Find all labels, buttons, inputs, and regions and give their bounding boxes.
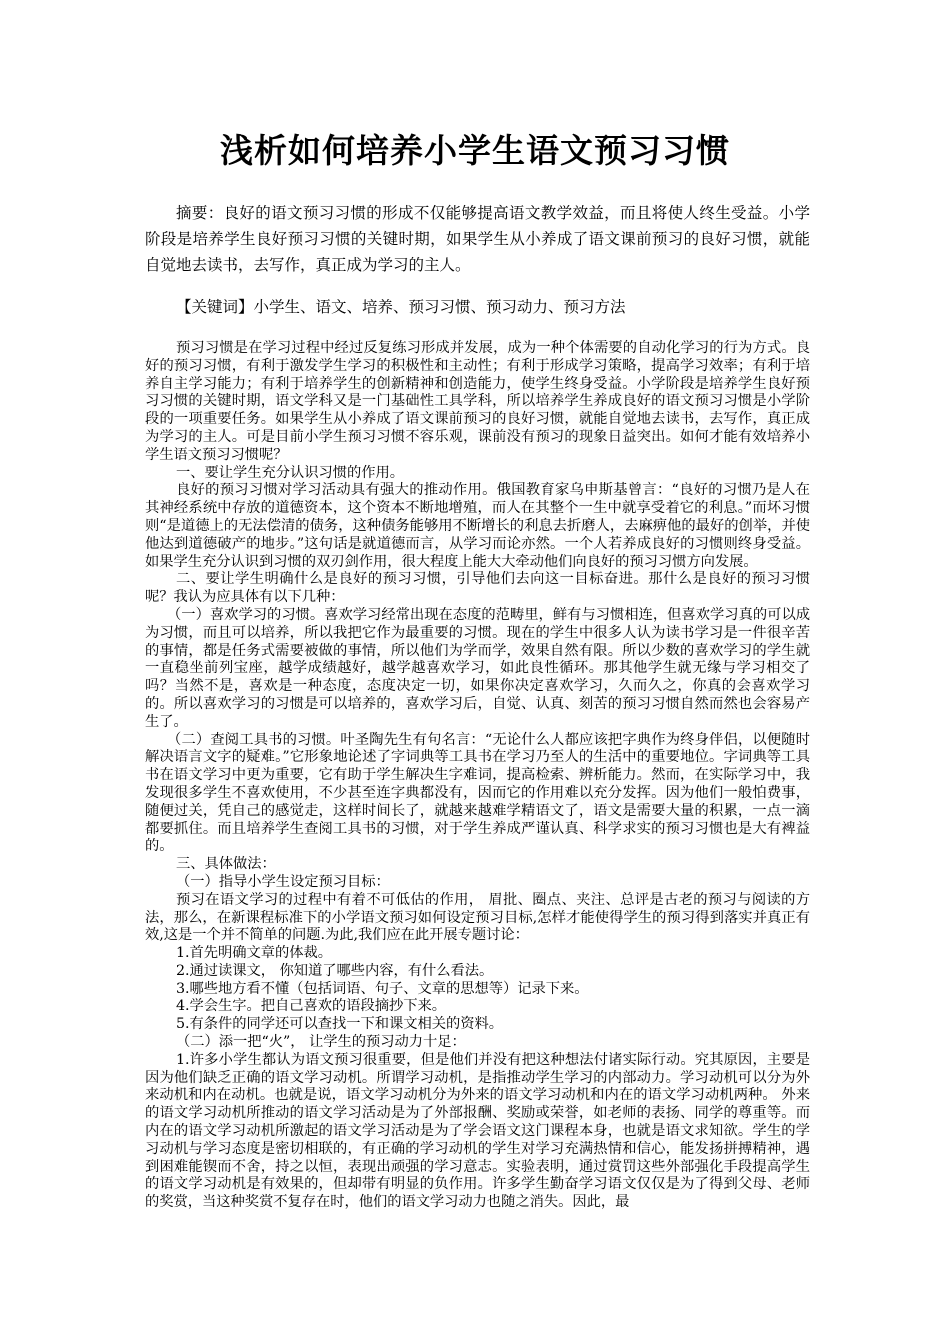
section-heading-3: 三、具体做法：	[176, 856, 276, 873]
paragraph-reference-books: （二）查阅工具书的习惯。叶圣陶先生有句名言：“无论什么人都应该把字典作为终身伴侣，以便随时解决语言文字的疑难。”它形象地论述了字词典等工具书在学习乃至人的生活中的重要地位。字词典等工具书在语文学习中更为重要，它有助于学生解决生字难词，提高检索、辨析能力。然而，在实际学习中，我发现很多学生不喜欢使用，不少甚至连字典都没有，因而它的作用难以充分发挥。因为他们一般怕费事，随便过关，凭自己的感觉走，这样时间长了，就越来越难学精语文了，语文是需要大量的积累，一点一滴都要抓住。而且培养学生查阅工具书的习惯，对于学生养成严谨认真、科学求实的预习习惯也是大有裨益的。	[145, 731, 810, 855]
list-item: 3.哪些地方看不懂（包括词语、句子、文章的思想等）记录下来。	[176, 980, 589, 997]
abstract	[145, 200, 810, 278]
list-item: 5.有条件的同学还可以查找一下和课文相关的资料。	[176, 1016, 503, 1033]
list-item: 1.首先明确文章的体裁。	[176, 945, 333, 962]
section-heading-1: 一、要让学生充分认识习惯的作用。	[176, 464, 404, 481]
list-item: 4.学会生字。把自己喜欢的语段摘抄下来。	[176, 998, 446, 1015]
paragraph-intro: 预习习惯是在学习过程中经过反复练习形成并发展，成为一种个体需要的自动化学习的行为方式。良好的预习习惯，有利于激发学生学习的积极性和主动性；有利于形成学习策略，提高学习效率；有利于培养自主学习能力；有利于培养学生的创新精神和创造能力，使学生终身受益。小学阶段是培养学生良好预习习惯的关键时期，语文学科又是一门基础性工具学科，所以培养学生养成良好的语文预习习惯是小学阶段的一项重要任务。如果学生从小养成了语文课前预习的良好习惯，就能自觉地去读书，去写作，真正成为学习的主人。可是目前小学生预习习惯不容乐观，课前没有预习的现象日益突出。如何才能有效培养小学生语文预习习惯呢？	[145, 340, 810, 463]
paragraph-motivation: 1.许多小学生都认为语文预习很重要，但是他们并没有把这种想法付诸实际行动。究其原因，主要是因为他们缺乏正确的语文学习动机。所谓学习动机，是指推动学生学习的内部动力。学习动机可以分为外来动机和内在动机。也就是说，语文学习动机分为外来的语文学习动机和内在的语文学习动机两种。 外来的语文学习动机所推动的语文学习活动是为了外部报酬、奖励或荣誉，如老师的表扬、同学的尊重等。而内在的语文学习动机所激起的语文学习活动是为了学会语文这门课程本身，也就是语文求知欲。学生的学习动机与学习态度是密切相联的，有正确的学习动机的学生对学习充满热情和信心，能发扬拼搏精神，遇到困难能锲而不舍，持之以恒，表现出顽强的学习意志。实验表明，通过赏罚这些外部强化手段提高学生的语文学习动机是有效果的，但却带有明显的负作用。许多学生勤奋学习语文仅仅是为了得到父母、老师的奖赏，当这种奖赏不复存在时，他们的语文学习动力也随之消失。因此，最	[145, 1051, 810, 1211]
list-item: 2.通过读课文， 你知道了哪些内容，有什么看法。	[176, 962, 494, 979]
keywords: 【关键词】小学生、语文、培养、预习习惯、预习动力、预习方法	[176, 298, 626, 316]
document-body	[145, 340, 810, 1212]
paragraph-goals: 预习在语文学习的过程中有着不可低估的作用， 眉批、圈点、夹注、总评是古老的预习与阅读的方法，那么，在新课程标准下的小学语文预习如何设定预习目标,怎样才能使得学生的预习得到落实并真正有效,这是一个并不简单的问题.为此,我们应在此开展专题讨论：	[145, 891, 810, 944]
section-heading-2: 二、要让学生明确什么是良好的预习习惯，引导他们去向这一目标奋进。那什么是良好的预习习惯呢？我认为应具体有以下几种：	[145, 571, 810, 606]
paragraph-habit-role: 良好的预习习惯对学习活动具有强大的推动作用。俄国教育家乌申斯基曾言：“良好的习惯乃是人在其神经系统中存放的道德资本，这个资本不断地增殖，而人在其整个一生中就享受着它的利息。”而坏习惯则“是道德上的无法偿清的债务，这种债务能够用不断增长的利息去折磨人，去麻痹他的最好的创举，并使他达到道德破产的地步。”这句话是就道德而言，从学习而论亦然。一个人若养成良好的习惯则终身受益。如果学生充分认识到习惯的双刃剑作用，很大程度上能大大牵动他们向良好的预习习惯方向发展。	[145, 482, 810, 570]
document-title: 浅析如何培养小学生语文预习习惯	[220, 131, 730, 170]
subheading-goals: （一）指导小学生设定预习目标：	[176, 873, 390, 890]
subheading-motivation: （二）添一把“火”， 让学生的预习动力十足：	[176, 1034, 466, 1051]
abstract-text: 摘要：良好的语文预习习惯的形成不仅能够提高语文教学效益，而且将使人终生受益。小学阶段是培养学生良好预习习惯的关键时期，如果学生从小养成了语文课前预习的良好习惯，就能自觉地去读书，去写作，真正成为学习的主人。	[145, 204, 810, 274]
paragraph-love-learning: （一）喜欢学习的习惯。喜欢学习经常出现在态度的范畴里，鲜有与习惯相连，但喜欢学习真的可以成为习惯，而且可以培养，所以我把它作为最重要的习惯。现在的学生中很多人认为读书学习是一件很辛苦的事情，都是任务式需要被做的事情，所以他们为学而学，效果自然有限。所以少数的喜欢学习的学生就一直稳坐前列宝座，越学成绩越好，越学越喜欢学习，如此良性循环。那其他学生就无缘与学习相交了吗？当然不是，喜欢是一种态度，态度决定一切，如果你决定喜欢学习，久而久之，你真的会喜欢学习的。所以喜欢学习的习惯是可以培养的，喜欢学习后，自觉、认真、刻苦的预习习惯自然而然也会容易产生了。	[145, 606, 810, 730]
